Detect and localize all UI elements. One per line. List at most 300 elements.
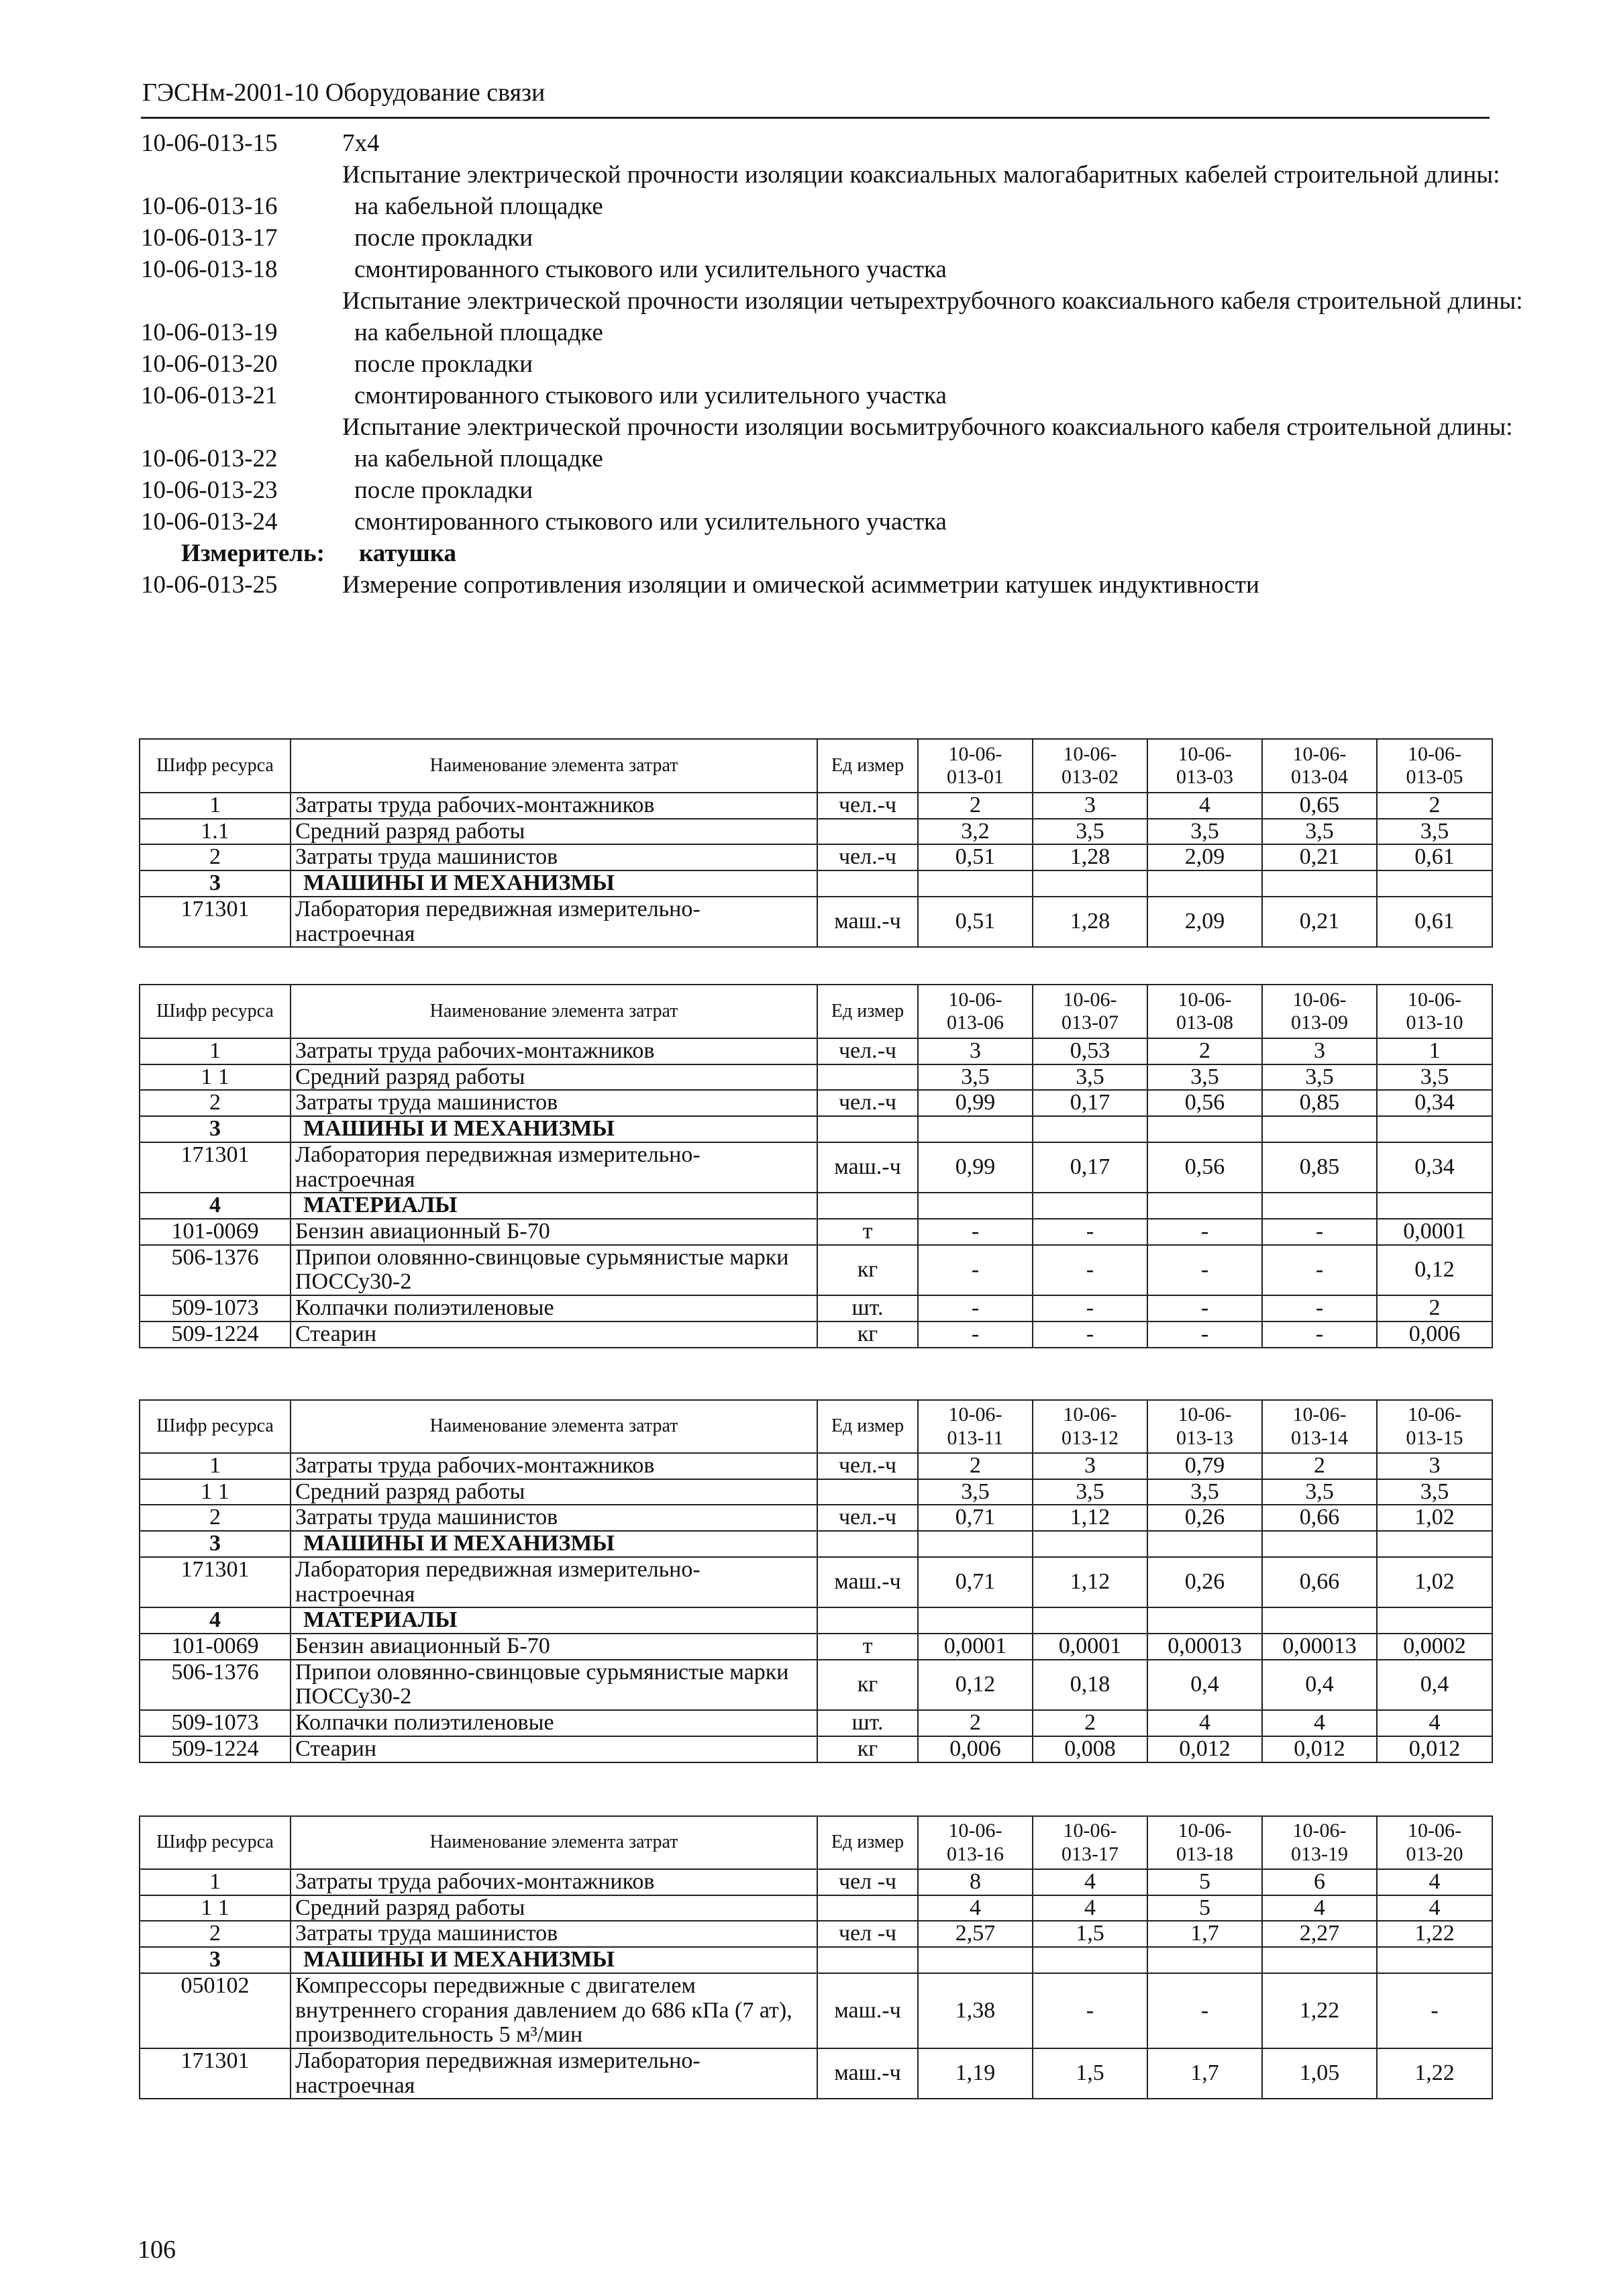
value-cell: - — [1033, 1973, 1147, 2048]
unit-of-measure: чел.-ч — [817, 793, 918, 819]
cost-element-name: Затраты труда машинистов — [291, 844, 817, 870]
value-cell: 4 — [1377, 1895, 1492, 1921]
value-cell: 2 — [918, 1453, 1033, 1479]
cost-element-name: Стеарин — [291, 1321, 817, 1348]
value-cell: 2 — [1262, 1453, 1377, 1479]
value-cell: 0,0001 — [918, 1634, 1033, 1660]
value-cell: 0,0001 — [1377, 1219, 1492, 1245]
value-cell: 2,57 — [918, 1921, 1033, 1947]
estimate-item — [141, 569, 1490, 601]
cost-element-name: Затраты труда рабочих-монтажников — [291, 793, 817, 819]
value-cell: 2 — [918, 1710, 1033, 1736]
header-estimate-code: 10-06- 013-03 — [1147, 739, 1262, 793]
value-cell: 2,27 — [1262, 1921, 1377, 1947]
value-cell: 4 — [1262, 1895, 1377, 1921]
value-cell: 0,61 — [1377, 844, 1492, 870]
value-cell: 1,12 — [1033, 1557, 1147, 1607]
section-row — [140, 1947, 1492, 1973]
value-cell: 0,4 — [1262, 1660, 1377, 1710]
item-text: 7x4 — [342, 130, 380, 157]
value-cell: 0,61 — [1377, 897, 1492, 947]
table-row — [140, 1090, 1492, 1116]
table-row — [140, 1921, 1492, 1947]
value-cell: 1,22 — [1262, 1973, 1377, 2048]
unit-of-measure — [817, 1607, 918, 1634]
value-cell: - — [1033, 1245, 1147, 1295]
value-cell: 0,4 — [1147, 1660, 1262, 1710]
section-row — [140, 1193, 1492, 1219]
cost-element-name: МАШИНЫ И МЕХАНИЗМЫ — [291, 1947, 817, 1973]
value-cell: 0,34 — [1377, 1090, 1492, 1116]
table-row — [140, 1142, 1492, 1193]
resource-code: 3 — [140, 870, 291, 897]
table-row — [140, 1064, 1492, 1091]
meter-line — [141, 538, 1490, 569]
item-text: смонтированного стыкового или усилительного участка — [354, 256, 947, 283]
value-cell: 4 — [1377, 1869, 1492, 1895]
item-text: Испытание электрической прочности изоляции восьмитрубочного коаксиального кабеля строительной длины: — [342, 413, 1513, 441]
cost-element-name: Лаборатория передвижная измерительно-настроечная — [291, 1142, 817, 1193]
resource-code: 050102 — [140, 1973, 291, 2048]
value-cell: 0,17 — [1033, 1090, 1147, 1116]
value-cell: 3,5 — [1147, 1479, 1262, 1505]
value-cell: 0,66 — [1262, 1557, 1377, 1607]
resource-code: 101-0069 — [140, 1219, 291, 1245]
unit-of-measure — [817, 1947, 918, 1973]
table-row — [140, 1453, 1492, 1479]
estimate-item — [141, 317, 1490, 348]
value-cell — [1377, 870, 1492, 897]
estimate-item — [141, 222, 1490, 254]
cost-element-name: МАШИНЫ И МЕХАНИЗМЫ — [291, 870, 817, 897]
item-text: Испытание электрической прочности изоляции коаксиальных малогабаритных кабелей строительной длины: — [342, 161, 1500, 189]
value-cell: - — [918, 1245, 1033, 1295]
table-row — [140, 1660, 1492, 1710]
value-cell: 0,12 — [918, 1660, 1033, 1710]
value-cell: - — [1262, 1245, 1377, 1295]
resource-code: 509-1224 — [140, 1736, 291, 1762]
unit-of-measure: кг — [817, 1245, 918, 1295]
value-cell — [1147, 1531, 1262, 1557]
section-heading — [141, 159, 1500, 191]
resource-code: 3 — [140, 1531, 291, 1557]
table-row — [140, 1505, 1492, 1531]
value-cell: 0,71 — [918, 1557, 1033, 1607]
value-cell: 0,012 — [1377, 1736, 1492, 1762]
header-name: Наименование элемента затрат — [291, 1816, 817, 1869]
cost-element-name: Припои оловянно-свинцовые сурьмянистые марки ПОССу30-2 — [291, 1245, 817, 1295]
value-cell — [1262, 1116, 1377, 1142]
value-cell: 1,7 — [1147, 2048, 1262, 2099]
resource-code: 3 — [140, 1116, 291, 1142]
header-estimate-code: 10-06- 013-20 — [1377, 1816, 1492, 1869]
item-code: 10-06-013-20 — [141, 350, 278, 378]
unit-of-measure: чел.-ч — [817, 1453, 918, 1479]
estimate-item — [141, 380, 1490, 411]
cost-table — [139, 1815, 1493, 2099]
table-row — [140, 819, 1492, 845]
estimate-item — [141, 191, 1490, 222]
value-cell: 0,85 — [1262, 1090, 1377, 1116]
value-cell: 1,28 — [1033, 897, 1147, 947]
header-estimate-code: 10-06- 013-13 — [1147, 1400, 1262, 1453]
table-row — [140, 1736, 1492, 1762]
value-cell: 3,5 — [1377, 1064, 1492, 1091]
table-row — [140, 1321, 1492, 1348]
unit-of-measure — [817, 1193, 918, 1219]
cost-element-name: Стеарин — [291, 1736, 817, 1762]
header-estimate-code: 10-06- 013-19 — [1262, 1816, 1377, 1869]
item-code: 10-06-013-24 — [141, 508, 278, 536]
table-row — [140, 1895, 1492, 1921]
value-cell — [1033, 1193, 1147, 1219]
estimate-item — [141, 475, 1490, 506]
item-text: смонтированного стыкового или усилительного участка — [354, 508, 947, 536]
value-cell: 3,5 — [1377, 819, 1492, 845]
value-cell: 0,17 — [1033, 1142, 1147, 1193]
table-row — [140, 1219, 1492, 1245]
value-cell: 0,012 — [1147, 1736, 1262, 1762]
value-cell: 2 — [1377, 1295, 1492, 1321]
unit-of-measure: чел.-ч — [817, 1038, 918, 1064]
value-cell — [1033, 1531, 1147, 1557]
value-cell — [1262, 1193, 1377, 1219]
value-cell — [918, 1116, 1033, 1142]
unit-of-measure — [817, 870, 918, 897]
resource-code: 4 — [140, 1193, 291, 1219]
cost-element-name: Средний разряд работы — [291, 819, 817, 845]
unit-of-measure: кг — [817, 1660, 918, 1710]
resource-code: 2 — [140, 1921, 291, 1947]
resource-code: 1 1 — [140, 1895, 291, 1921]
value-cell — [1262, 1531, 1377, 1557]
value-cell: 3,5 — [918, 1064, 1033, 1091]
resource-code: 171301 — [140, 1557, 291, 1607]
unit-of-measure: чел -ч — [817, 1869, 918, 1895]
value-cell: 1,5 — [1033, 2048, 1147, 2099]
item-text: после прокладки — [354, 477, 533, 504]
value-cell: 0,51 — [918, 897, 1033, 947]
unit-of-measure: чел -ч — [817, 1921, 918, 1947]
unit-of-measure — [817, 819, 918, 845]
value-cell: 1,22 — [1377, 1921, 1492, 1947]
value-cell: 0,99 — [918, 1142, 1033, 1193]
unit-of-measure: маш.-ч — [817, 1557, 918, 1607]
cost-element-name: Лаборатория передвижная измерительно-настроечная — [291, 897, 817, 947]
unit-of-measure: маш.-ч — [817, 2048, 918, 2099]
header-code: Шифр ресурса — [140, 1400, 291, 1453]
value-cell — [1147, 1947, 1262, 1973]
header-name: Наименование элемента затрат — [291, 985, 817, 1038]
cost-table — [139, 1399, 1493, 1763]
cost-table — [139, 738, 1493, 948]
header-estimate-code: 10-06- 013-05 — [1377, 739, 1492, 793]
section-row — [140, 1531, 1492, 1557]
header-name: Наименование элемента затрат — [291, 1400, 817, 1453]
header-code: Шифр ресурса — [140, 1816, 291, 1869]
value-cell: 0,0002 — [1377, 1634, 1492, 1660]
value-cell — [1033, 1116, 1147, 1142]
value-cell: 0,006 — [1377, 1321, 1492, 1348]
cost-element-name: Лаборатория передвижная измерительно-настроечная — [291, 2048, 817, 2099]
value-cell — [1147, 1607, 1262, 1634]
unit-of-measure: т — [817, 1219, 918, 1245]
value-cell: - — [1033, 1321, 1147, 1348]
section-row — [140, 870, 1492, 897]
value-cell: 0,56 — [1147, 1090, 1262, 1116]
header-estimate-code: 10-06- 013-14 — [1262, 1400, 1377, 1453]
value-cell: 0,12 — [1377, 1245, 1492, 1295]
resource-code: 1 — [140, 1869, 291, 1895]
value-cell: - — [1147, 1295, 1262, 1321]
meter-label: Измеритель: — [181, 540, 325, 567]
table-row — [140, 1710, 1492, 1736]
value-cell: 4 — [1033, 1895, 1147, 1921]
table-row — [140, 1295, 1492, 1321]
section-row — [140, 1607, 1492, 1634]
item-text: Испытание электрической прочности изоляции четырехтрубочного коаксиального кабеля строительной длины: — [342, 287, 1523, 315]
item-code: 10-06-013-18 — [141, 256, 278, 283]
resource-code: 509-1073 — [140, 1295, 291, 1321]
value-cell: - — [1147, 1321, 1262, 1348]
value-cell: 4 — [1147, 1710, 1262, 1736]
unit-of-measure — [817, 1116, 918, 1142]
cost-element-name: Бензин авиационный Б-70 — [291, 1219, 817, 1245]
estimate-item — [141, 506, 1490, 538]
value-cell: 1,22 — [1377, 2048, 1492, 2099]
cost-element-name: МАШИНЫ И МЕХАНИЗМЫ — [291, 1531, 817, 1557]
value-cell: 3,5 — [1147, 819, 1262, 845]
value-cell — [1377, 1116, 1492, 1142]
item-code: 10-06-013-15 — [141, 130, 278, 157]
section-row — [140, 1116, 1492, 1142]
value-cell: 3 — [1033, 1453, 1147, 1479]
item-text: Измерение сопротивления изоляции и омической асимметрии катушек индуктивности — [342, 571, 1259, 599]
resource-code: 101-0069 — [140, 1634, 291, 1660]
value-cell: 0,012 — [1262, 1736, 1377, 1762]
value-cell: 2 — [1377, 793, 1492, 819]
unit-of-measure: кг — [817, 1321, 918, 1348]
value-cell: 3,5 — [1262, 1064, 1377, 1091]
value-cell: 0,00013 — [1262, 1634, 1377, 1660]
cost-element-name: Припои оловянно-свинцовые сурьмянистые марки ПОССу30-2 — [291, 1660, 817, 1710]
cost-table — [139, 984, 1493, 1348]
value-cell: 2,09 — [1147, 844, 1262, 870]
value-cell: 0,21 — [1262, 844, 1377, 870]
unit-of-measure: маш.-ч — [817, 1142, 918, 1193]
item-text: после прокладки — [354, 350, 533, 378]
value-cell: 0,4 — [1377, 1660, 1492, 1710]
value-cell: - — [1262, 1219, 1377, 1245]
item-text: на кабельной площадке — [354, 193, 603, 220]
resource-code: 506-1376 — [140, 1660, 291, 1710]
value-cell: 0,51 — [918, 844, 1033, 870]
estimate-item — [141, 443, 1490, 475]
resource-code: 506-1376 — [140, 1245, 291, 1295]
item-code: 10-06-013-16 — [141, 193, 278, 220]
value-cell: 0,34 — [1377, 1142, 1492, 1193]
cost-element-name: Затраты труда рабочих-монтажников — [291, 1453, 817, 1479]
table-row — [140, 1869, 1492, 1895]
resource-code: 1 — [140, 1038, 291, 1064]
cost-element-name: Затраты труда машинистов — [291, 1090, 817, 1116]
unit-of-measure — [817, 1479, 918, 1505]
value-cell — [918, 1193, 1033, 1219]
header-unit: Ед измер — [817, 1816, 918, 1869]
value-cell: 3,5 — [1377, 1479, 1492, 1505]
item-text: на кабельной площадке — [354, 445, 603, 472]
unit-of-measure — [817, 1064, 918, 1091]
value-cell: - — [1147, 1245, 1262, 1295]
resource-code: 171301 — [140, 1142, 291, 1193]
estimate-item — [141, 254, 1490, 285]
value-cell: 0,79 — [1147, 1453, 1262, 1479]
value-cell: 0,26 — [1147, 1557, 1262, 1607]
value-cell: 0,26 — [1147, 1505, 1262, 1531]
table-row — [140, 1973, 1492, 2048]
value-cell: 2 — [1033, 1710, 1147, 1736]
unit-of-measure: кг — [817, 1736, 918, 1762]
header-unit: Ед измер — [817, 739, 918, 793]
table-row — [140, 897, 1492, 947]
header-name: Наименование элемента затрат — [291, 739, 817, 793]
unit-of-measure: шт. — [817, 1710, 918, 1736]
header-estimate-code: 10-06- 013-10 — [1377, 985, 1492, 1038]
value-cell: 2 — [918, 793, 1033, 819]
document-title: ГЭСНм-2001-10 Оборудование связи — [142, 79, 546, 107]
value-cell — [918, 1531, 1033, 1557]
cost-element-name: МАТЕРИАЛЫ — [291, 1607, 817, 1634]
value-cell: 0,008 — [1033, 1736, 1147, 1762]
resource-code: 2 — [140, 844, 291, 870]
item-text: смонтированного стыкового или усилительного участка — [354, 382, 947, 409]
resource-code: 2 — [140, 1505, 291, 1531]
table-row — [140, 1557, 1492, 1607]
value-cell: 2 — [1147, 1038, 1262, 1064]
unit-of-measure: маш.-ч — [817, 1973, 918, 2048]
value-cell: 0,18 — [1033, 1660, 1147, 1710]
resource-code: 171301 — [140, 2048, 291, 2099]
value-cell: 0,66 — [1262, 1505, 1377, 1531]
value-cell: 1,05 — [1262, 2048, 1377, 2099]
item-text: после прокладки — [354, 224, 533, 252]
value-cell: 3,2 — [918, 819, 1033, 845]
header-code: Шифр ресурса — [140, 739, 291, 793]
value-cell: 0,71 — [918, 1505, 1033, 1531]
value-cell: - — [918, 1295, 1033, 1321]
value-cell: 0,00013 — [1147, 1634, 1262, 1660]
cost-element-name: Колпачки полиэтиленовые — [291, 1295, 817, 1321]
cost-element-name: Средний разряд работы — [291, 1479, 817, 1505]
section-heading — [141, 411, 1513, 443]
value-cell: - — [1377, 1973, 1492, 2048]
value-cell: 8 — [918, 1869, 1033, 1895]
resource-code: 171301 — [140, 897, 291, 947]
page-number: 106 — [138, 2236, 176, 2264]
resource-code: 1 1 — [140, 1064, 291, 1091]
value-cell: 1 — [1377, 1038, 1492, 1064]
table-row — [140, 1245, 1492, 1295]
table-row — [140, 793, 1492, 819]
value-cell: 1,12 — [1033, 1505, 1147, 1531]
resource-code: 3 — [140, 1947, 291, 1973]
value-cell: 4 — [1377, 1710, 1492, 1736]
value-cell: 0,65 — [1262, 793, 1377, 819]
value-cell — [1262, 1607, 1377, 1634]
unit-of-measure: чел.-ч — [817, 1505, 918, 1531]
header-estimate-code: 10-06- 013-16 — [918, 1816, 1033, 1869]
header-estimate-code: 10-06- 013-18 — [1147, 1816, 1262, 1869]
value-cell: 3,5 — [1147, 1064, 1262, 1091]
value-cell: - — [1033, 1295, 1147, 1321]
item-code: 10-06-013-22 — [141, 445, 278, 472]
value-cell: 3 — [918, 1038, 1033, 1064]
value-cell: - — [1147, 1219, 1262, 1245]
page-header — [141, 75, 1490, 119]
value-cell — [1033, 1607, 1147, 1634]
cost-element-name: МАШИНЫ И МЕХАНИЗМЫ — [291, 1116, 817, 1142]
value-cell — [1377, 1193, 1492, 1219]
value-cell — [1377, 1607, 1492, 1634]
value-cell: - — [918, 1321, 1033, 1348]
value-cell: 3,5 — [1033, 1479, 1147, 1505]
item-code: 10-06-013-17 — [141, 224, 278, 252]
item-code: 10-06-013-25 — [141, 571, 278, 599]
header-estimate-code: 10-06- 013-01 — [918, 739, 1033, 793]
value-cell: 5 — [1147, 1895, 1262, 1921]
cost-element-name: МАТЕРИАЛЫ — [291, 1193, 817, 1219]
table-row — [140, 1479, 1492, 1505]
value-cell: 1,02 — [1377, 1557, 1492, 1607]
resource-code: 1 — [140, 793, 291, 819]
resource-code: 1 1 — [140, 1479, 291, 1505]
value-cell: 3 — [1377, 1453, 1492, 1479]
value-cell: 5 — [1147, 1869, 1262, 1895]
meter-value: катушка — [359, 540, 456, 567]
value-cell: 1,38 — [918, 1973, 1033, 2048]
intro-list — [141, 128, 1523, 601]
value-cell — [1033, 870, 1147, 897]
cost-element-name: Затраты труда машинистов — [291, 1505, 817, 1531]
unit-of-measure: чел.-ч — [817, 1090, 918, 1116]
item-text: на кабельной площадке — [354, 319, 603, 346]
value-cell: 1,19 — [918, 2048, 1033, 2099]
estimate-item — [141, 348, 1490, 380]
header-unit: Ед измер — [817, 1400, 918, 1453]
header-estimate-code: 10-06- 013-02 — [1033, 739, 1147, 793]
value-cell: 3 — [1033, 793, 1147, 819]
value-cell: 0,99 — [918, 1090, 1033, 1116]
cost-element-name: Средний разряд работы — [291, 1064, 817, 1091]
value-cell: 1,02 — [1377, 1505, 1492, 1531]
value-cell — [1033, 1947, 1147, 1973]
value-cell — [918, 1607, 1033, 1634]
resource-code: 1.1 — [140, 819, 291, 845]
value-cell: - — [1147, 1973, 1262, 2048]
value-cell: 0,53 — [1033, 1038, 1147, 1064]
resource-code: 1 — [140, 1453, 291, 1479]
value-cell: 0,85 — [1262, 1142, 1377, 1193]
unit-of-measure: маш.-ч — [817, 897, 918, 947]
value-cell: - — [1033, 1219, 1147, 1245]
unit-of-measure — [817, 1895, 918, 1921]
value-cell: 6 — [1262, 1869, 1377, 1895]
unit-of-measure: шт. — [817, 1295, 918, 1321]
value-cell: 0,21 — [1262, 897, 1377, 947]
cost-element-name: Лаборатория передвижная измерительно-настроечная — [291, 1557, 817, 1607]
value-cell: 3 — [1262, 1038, 1377, 1064]
value-cell: 4 — [1262, 1710, 1377, 1736]
